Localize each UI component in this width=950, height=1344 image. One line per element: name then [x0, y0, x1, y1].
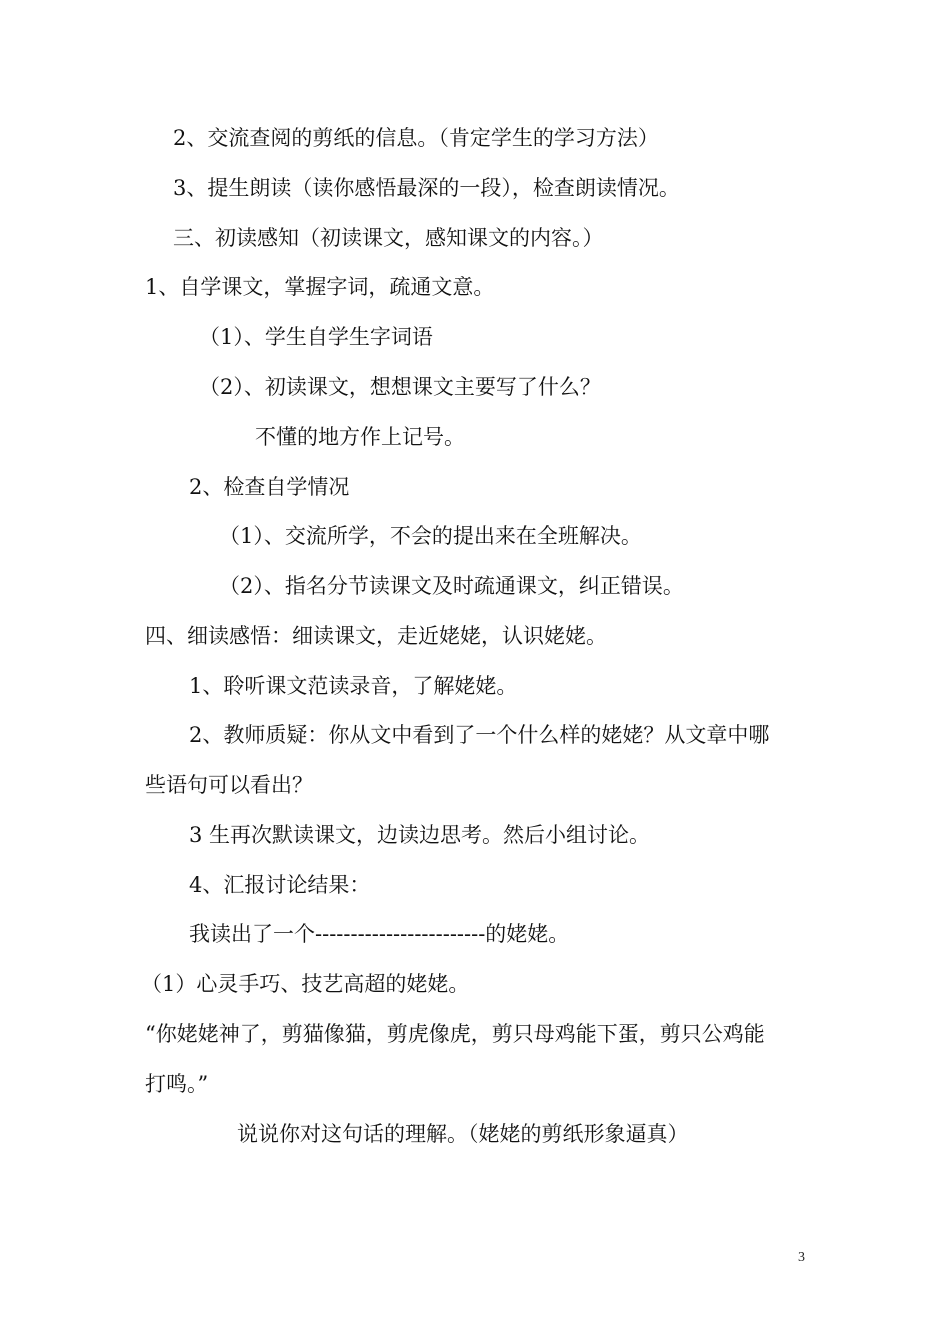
text-line-10: （2）、指名分节读课文及时疏通课文，纠正错误。: [219, 574, 684, 598]
text-line-20: 打鸣。”: [145, 1072, 209, 1096]
text-line-5: （1）、学生自学生字词语: [199, 325, 433, 349]
text-line-6: （2）、初读课文，想想课文主要写了什么？: [199, 375, 601, 399]
text-line-1: 2、交流查阅的剪纸的信息。（肯定学生的学习方法）: [173, 126, 659, 150]
text-line-18: （1）心灵手巧、技艺高超的姥姥。: [141, 972, 470, 996]
text-line-3: 三、初读感知（初读课文，感知课文的内容。）: [173, 226, 604, 250]
text-line-4: 1、自学课文，掌握字词，疏通文意。: [145, 275, 495, 299]
text-line-7: 不懂的地方作上记号。: [255, 425, 465, 449]
page-number: 3: [798, 1250, 805, 1265]
text-line-19: “你姥姥神了，剪猫像猫，剪虎像虎，剪只母鸡能下蛋，剪只公鸡能: [145, 1022, 765, 1046]
text-line-9: （1）、交流所学，不会的提出来在全班解决。: [219, 524, 642, 548]
text-line-2: 3、提生朗读（读你感悟最深的一段），检查朗读情况。: [173, 176, 680, 200]
text-line-13: 2、教师质疑：你从文中看到了一个什么样的姥姥？从文章中哪: [189, 723, 770, 747]
text-line-21: 说说你对这句话的理解。（姥姥的剪纸形象逼真）: [237, 1122, 689, 1146]
text-line-8: 2、检查自学情况: [189, 475, 350, 499]
text-line-12: 1、聆听课文范读录音，了解姥姥。: [189, 674, 518, 698]
text-line-15: 3 生再次默读课文，边读边思考。然后小组讨论。: [189, 823, 651, 847]
text-line-16: 4、汇报讨论结果：: [189, 873, 371, 897]
text-line-17: 我读出了一个------------------------的姥姥。: [189, 922, 570, 946]
text-line-11: 四、细读感悟：细读课文，走近姥姥，认识姥姥。: [145, 624, 607, 648]
text-line-14: 些语句可以看出？: [145, 773, 313, 797]
